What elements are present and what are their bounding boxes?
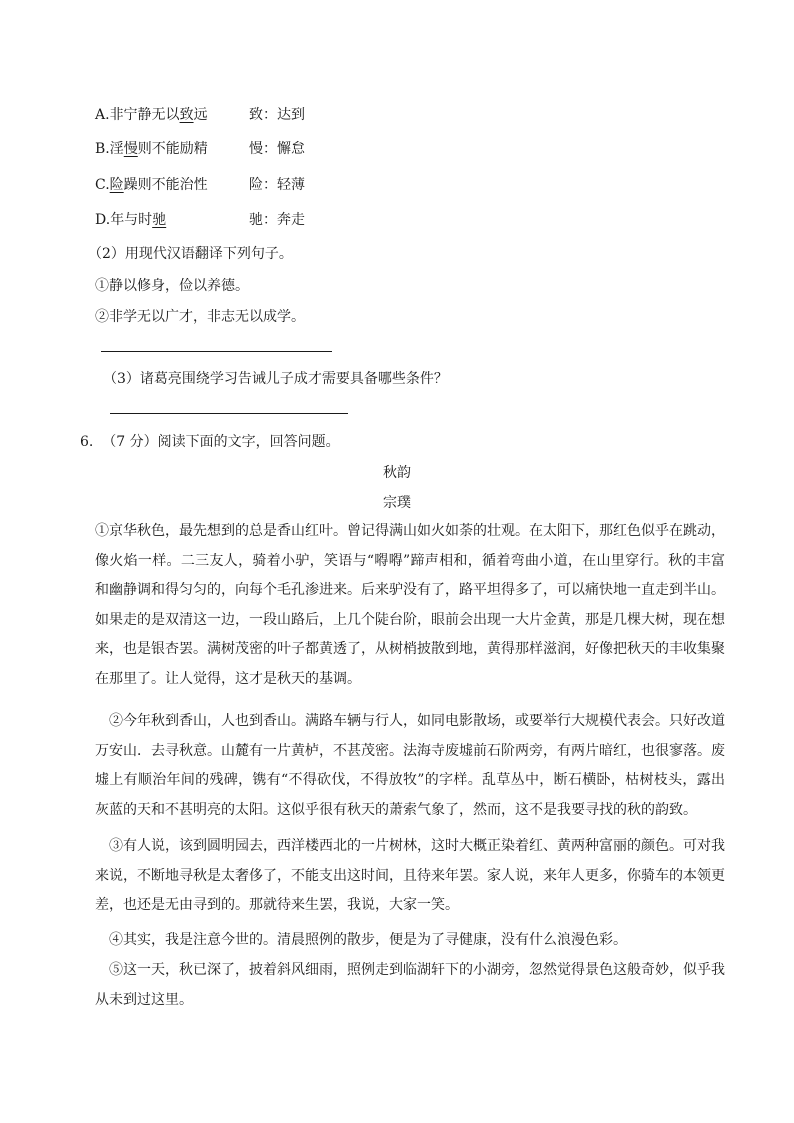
option-marked-char: 险 xyxy=(109,177,124,193)
sub-question-2-prompt: （2）用现代汉语翻译下列句子。 xyxy=(88,246,293,262)
option-text-pre: 淫 xyxy=(109,141,124,157)
passage-paragraph: ③有人说，该到圆明园去，西洋楼西北的一片树林，这时大概正染着红、黄两种富丽的颜色。可对我来说，不断地寻秋是太奢侈了，不能支出这时间，且待来年罢。家人说，来年人更多，你骑车的本领更差，也还是无由寻到的。那就待来生罢，我说，大家一笑。 xyxy=(95,838,725,913)
option-text-post: 则不能励精 xyxy=(137,141,208,157)
question-instruction: 阅读下面的文字，回答问题。 xyxy=(157,434,340,450)
option-label: B. xyxy=(95,141,110,157)
passage-paragraph: ⑤这一天，秋已深了，披着斜风细雨，照例走到临湖轩下的小湖旁，忽然觉得景色这般奇妙，似乎我从未到过这里。 xyxy=(95,962,725,1008)
option-b-gloss: 慢：懈怠 xyxy=(249,141,305,157)
option-a xyxy=(95,104,208,124)
option-text-post: 远 xyxy=(193,107,208,123)
sub-question-2-item: ②非学无以广才，非志无以成学。 xyxy=(95,309,305,325)
option-text-post: 躁则不能治性 xyxy=(123,177,208,193)
option-text-pre: 非宁静无以 xyxy=(109,107,180,123)
question-number: 6. xyxy=(80,434,94,450)
option-label: D. xyxy=(95,212,111,228)
option-c xyxy=(95,174,208,194)
option-marked-char: 致 xyxy=(179,107,194,123)
passage-title: 秋韵 xyxy=(383,465,411,481)
answer-blank-line[interactable] xyxy=(101,351,332,352)
option-label: A. xyxy=(95,107,110,123)
option-label: C. xyxy=(95,177,110,193)
option-a-gloss: 致：达到 xyxy=(249,107,305,123)
passage-author: 宗璞 xyxy=(383,495,411,511)
passage-paragraph: ②今年秋到香山，人也到香山。满路车辆与行人，如同电影散场，或要举行大规模代表会。只好改道万安山．去寻秋意。山麓有一片黄栌，不甚茂密。法海寺废墟前石阶两旁，有两片暗红，也很寥落。废墟上有顺治年间的残碑，镌有“不得砍伐，不得放牧”的字样。乱草丛中，断石横卧，枯树枝头，露出灰蓝的天和不甚明亮的太阳。这似乎很有秋天的萧索气象了，然而，这不是我要寻找的秋的韵致。 xyxy=(95,713,725,818)
answer-blank-line[interactable] xyxy=(110,413,348,414)
question-6-header xyxy=(80,431,340,451)
question-points: （7 分） xyxy=(102,434,158,450)
option-d-gloss: 驰：奔走 xyxy=(249,212,305,228)
option-c-gloss: 险：轻薄 xyxy=(249,177,305,193)
sub-question-2-item: ①静以修身，俭以养德。 xyxy=(95,278,249,294)
passage-paragraph: ④其实，我是注意今世的。清晨照例的散步，便是为了寻健康，没有什么浪漫色彩。 xyxy=(109,932,627,948)
option-d xyxy=(95,209,166,229)
option-marked-char: 驰 xyxy=(152,212,167,228)
option-b xyxy=(95,138,208,158)
option-text-pre: 年与时 xyxy=(110,212,153,228)
option-marked-char: 慢 xyxy=(123,141,138,157)
passage-paragraph: ①京华秋色，最先想到的总是香山红叶。曾记得满山如火如荼的壮观。在太阳下，那红色似乎在跳动，像火焰一样。二三友人，骑着小驴，笑语与“嘚嘚”蹄声相和，循着弯曲小道，在山里穿行。秋的丰富和幽静调和得匀匀的，向每个毛孔渗进来。后来驴没有了，路平坦得多了，可以痛快地一直走到半山。如果走的是双清这一边，一段山路后，上几个陡台阶，眼前会出现一大片金黄，那是几棵大树，现在想来，也是银杏罢。满树茂密的叶子都黄透了，从树梢披散到地，黄得那样滋润，好像把秋天的丰收集聚在那里了。让人觉得，这才是秋天的基调。 xyxy=(95,523,725,687)
sub-question-3-prompt: （3）诸葛亮围绕学习告诫儿子成才需要具备哪些条件？ xyxy=(103,371,448,387)
